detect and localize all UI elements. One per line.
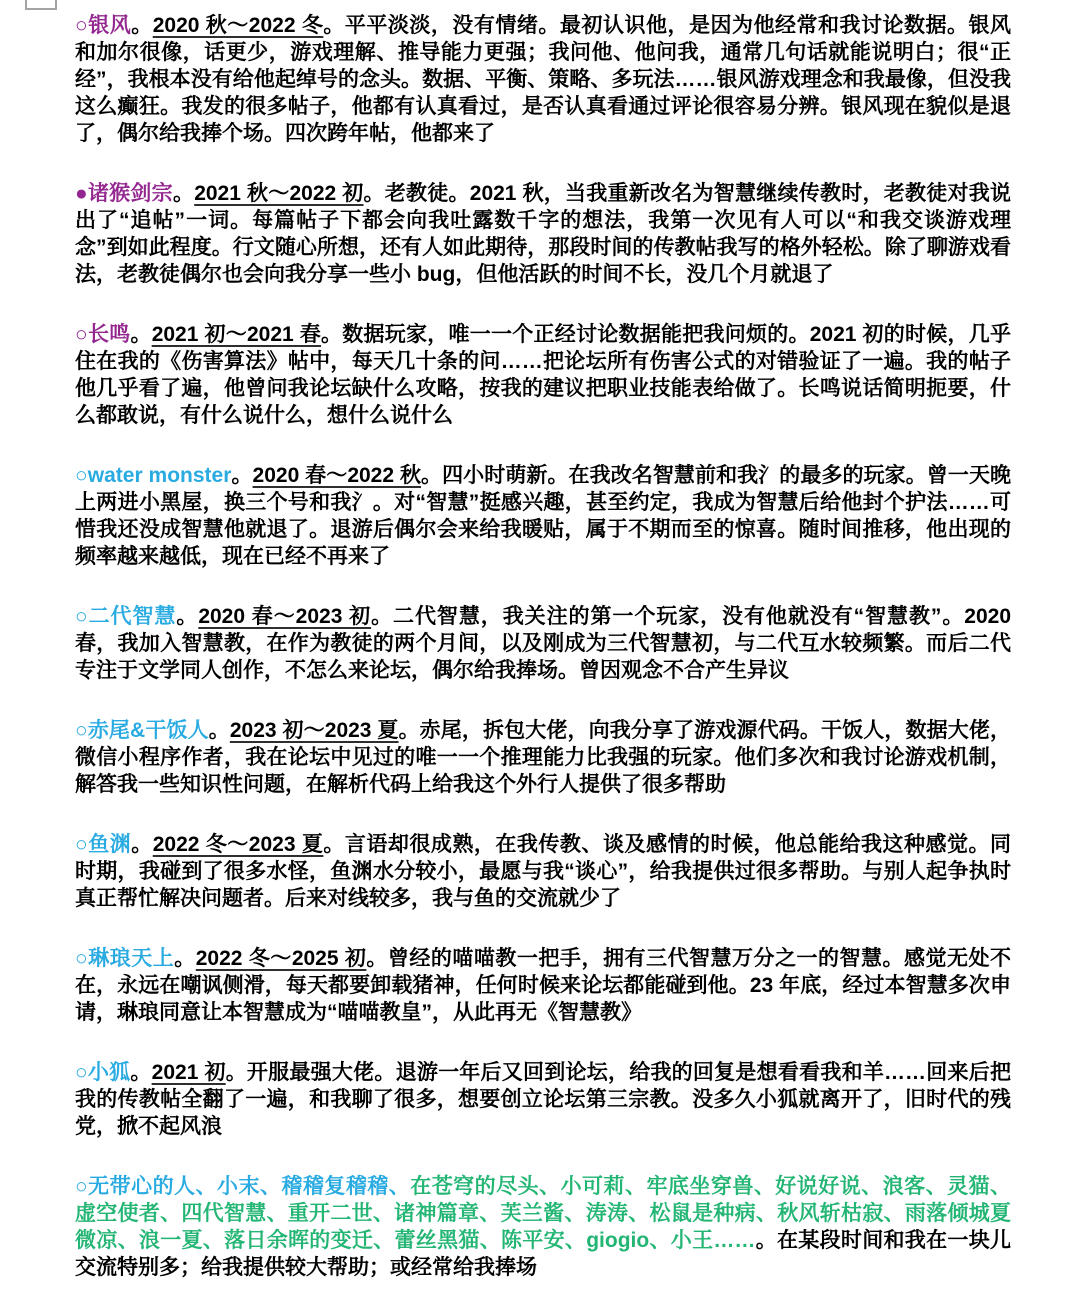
- punctuation: 。: [131, 14, 153, 37]
- entry-body: 。言语却很成熟，在我传教、谈及感情的时候，他总能给我这种感觉。同时期，我碰到了很多水怪，鱼渊水分较小，最愿与我“谈心”，给我提供过很多帮助。与别人起争执时真正帮忙解决问题者。后来对线较多，我与鱼的交流就少了: [75, 833, 1012, 910]
- active-period: 2023 初～2023 夏: [229, 719, 399, 742]
- entry-marker-circle-outline: ○: [75, 719, 88, 742]
- punctuation: 。: [174, 947, 196, 970]
- entry-marker-circle-outline: ○: [75, 323, 88, 346]
- member-name: 长鸣: [87, 323, 131, 346]
- member-name: 赤尾&干饭人: [87, 719, 209, 742]
- member-names-green: 在苍穹的尽头、小可莉、牢底坐穿兽、好说好说、浪客、灵猫、虚空使者、四代智慧、重开二世、诸神篇章、芙兰酱、涛涛、松鼠是种病、秋风斩枯寂、雨落倾城夏微凉、浪一夏、落日余晖的变迁、蕾丝黑猫、陈平安、giogio、小王……: [75, 1175, 1012, 1252]
- entry-marker-circle-outline: ○: [75, 605, 89, 628]
- active-period: 2022 冬～2023 夏: [152, 833, 324, 856]
- entry-body: 。赤尾，拆包大佬，向我分享了游戏源代码。干饭人，数据大佬，微信小程序作者，我在论坛中见过的唯一一个推理能力比我强的玩家。他们多次和我讨论游戏机制，解答我一些知识性问题，在解析代码上给我这个外行人提供了很多帮助: [75, 719, 1011, 796]
- active-period: 2020 春～2023 初: [198, 605, 372, 628]
- member-name: 诸猴剑宗: [87, 182, 173, 205]
- profile-entry: [75, 1173, 1011, 1281]
- punctuation: 。: [130, 1061, 152, 1084]
- entry-body: 。老教徒。2021 秋，当我重新改名为智慧继续传教时，老教徒对我说出了“追帖”一词。每篇帖子下都会向我吐露数千字的想法，我第一次见有人可以“和我交谈游戏理念”到如此程度。行文随心所想，还有人如此期待，那段时间的传教帖我写的格外轻松。除了聊游戏看法，老教徒偶尔也会向我分享一些小 bug，但他活跃的时间不长，没几个月就退了: [75, 182, 1012, 286]
- active-period: 2020 秋～2022 冬: [152, 14, 324, 37]
- entry-marker-circle-outline: ○: [75, 947, 89, 970]
- page-edge-artifact: [25, 0, 57, 10]
- entry-body: 。曾经的喵喵教一把手，拥有三代智慧万分之一的智慧。感觉无处不在，永远在嘲讽侧滑，每天都要卸载猪神，任何时候来论坛都能碰到他。23 年底，经过本智慧多次申请，琳琅同意让本智慧成为“喵喵教皇”，从此再无《智慧教》: [75, 947, 1012, 1024]
- member-name: 鱼渊: [88, 833, 132, 856]
- member-name: 琳琅天上: [88, 947, 175, 970]
- active-period: 2021 初: [151, 1061, 226, 1084]
- entry-marker-circle-outline: ○: [75, 14, 89, 37]
- entry-body: 。数据玩家，唯一一个正经讨论数据能把我问烦的。2021 初的时候，几乎住在我的《伤害算法》帖中，每天几十条的问……把论坛所有伤害公式的对错验证了一遍。我的帖子他几乎看了遍，他曾问我论坛缺什么攻略，按我的建议把职业技能表给做了。长鸣说话简明扼要，什么都敢说，有什么说什么，想什么说什么: [75, 323, 1011, 427]
- member-name: 银风: [88, 14, 132, 37]
- profile-entry: [75, 12, 1011, 147]
- member-name: 小狐: [87, 1061, 131, 1084]
- entry-body: 。在某段时间和我在一块儿交流特别多；给我提供较大帮助；或经常给我捧场: [75, 1229, 1011, 1279]
- active-period: 2021 初～2021 春: [151, 323, 322, 346]
- punctuation: 。: [172, 182, 195, 205]
- entry-body: 。开服最强大佬。退游一年后又回到论坛，给我的回复是想看看我和羊……回来后把我的传教帖全翻了一遍，和我聊了很多，想要创立论坛第三宗教。没多久小狐就离开了，旧时代的残党，掀不起风浪: [75, 1061, 1012, 1138]
- active-period: 2021 秋～2022 初: [194, 182, 364, 205]
- entry-body: 。二代智慧，我关注的第一个玩家，没有他就没有“智慧教”。2020 春，我加入智慧教，在作为教徒的两个月间，以及刚成为三代智慧初，与二代互水较频繁。而后二代专注于文学同人创作，不怎么来论坛，偶尔给我捧场。曾因观念不合产生异议: [75, 605, 1012, 682]
- profile-entry: [75, 831, 1011, 912]
- entry-body: 。四小时萌新。在我改名智慧前和我氵的最多的玩家。曾一天晚上两进小黑屋，换三个号和我氵。对“智慧”挺感兴趣，甚至约定，我成为智慧后给他封个护法……可惜我还没成智慧他就退了。退游后偶尔会来给我暖贴，属于不期而至的惊喜。随时间推移，他出现的频率越来越低，现在已经不再来了: [75, 464, 1012, 568]
- profile-entry: [75, 180, 1011, 288]
- member-name: 二代智慧: [88, 605, 177, 628]
- punctuation: 。: [131, 833, 153, 856]
- profile-entry: [75, 1059, 1011, 1140]
- entry-body: 。平平淡淡，没有情绪。最初认识他，是因为他经常和我讨论数据。银风和加尔很像，话更少，游戏理解、推导能力更强；我问他、他问我，通常几句话就能说明白；很“正经”，我根本没有给他起绰号的念头。数据、平衡、策略、多玩法……银风游戏理念和我最像，但没我这么癫狂。我发的很多帖子，他都有认真看过，是否认真看通过评论很容易分辨。银风现在貌似是退了，偶尔给我捧个场。四次跨年帖，他都来了: [75, 14, 1012, 145]
- entry-marker-circle-outline: ○: [75, 464, 88, 487]
- punctuation: 。: [176, 605, 199, 628]
- punctuation: 。: [208, 719, 230, 742]
- profile-entry: [75, 717, 1011, 798]
- entry-marker-circle-outline: ○: [75, 833, 89, 856]
- punctuation: 。: [231, 464, 253, 487]
- entry-list: [75, 12, 1011, 1281]
- entry-marker-circle-outline: ○: [75, 1061, 88, 1084]
- profile-entry: [75, 462, 1011, 570]
- punctuation: 。: [130, 323, 152, 346]
- active-period: 2020 春～2022 秋: [252, 464, 422, 487]
- profile-entry: [75, 945, 1011, 1026]
- active-period: 2022 冬～2025 初: [195, 947, 367, 970]
- entry-marker-circle-filled: ●: [75, 182, 88, 205]
- profile-entry: [75, 603, 1011, 684]
- member-name: water monster: [87, 464, 232, 487]
- member-names-cyan: 无带心的人、小末、稽稽复稽稽、: [88, 1175, 411, 1198]
- profile-entry: [75, 321, 1011, 429]
- entry-marker-circle-outline: ○: [75, 1175, 89, 1198]
